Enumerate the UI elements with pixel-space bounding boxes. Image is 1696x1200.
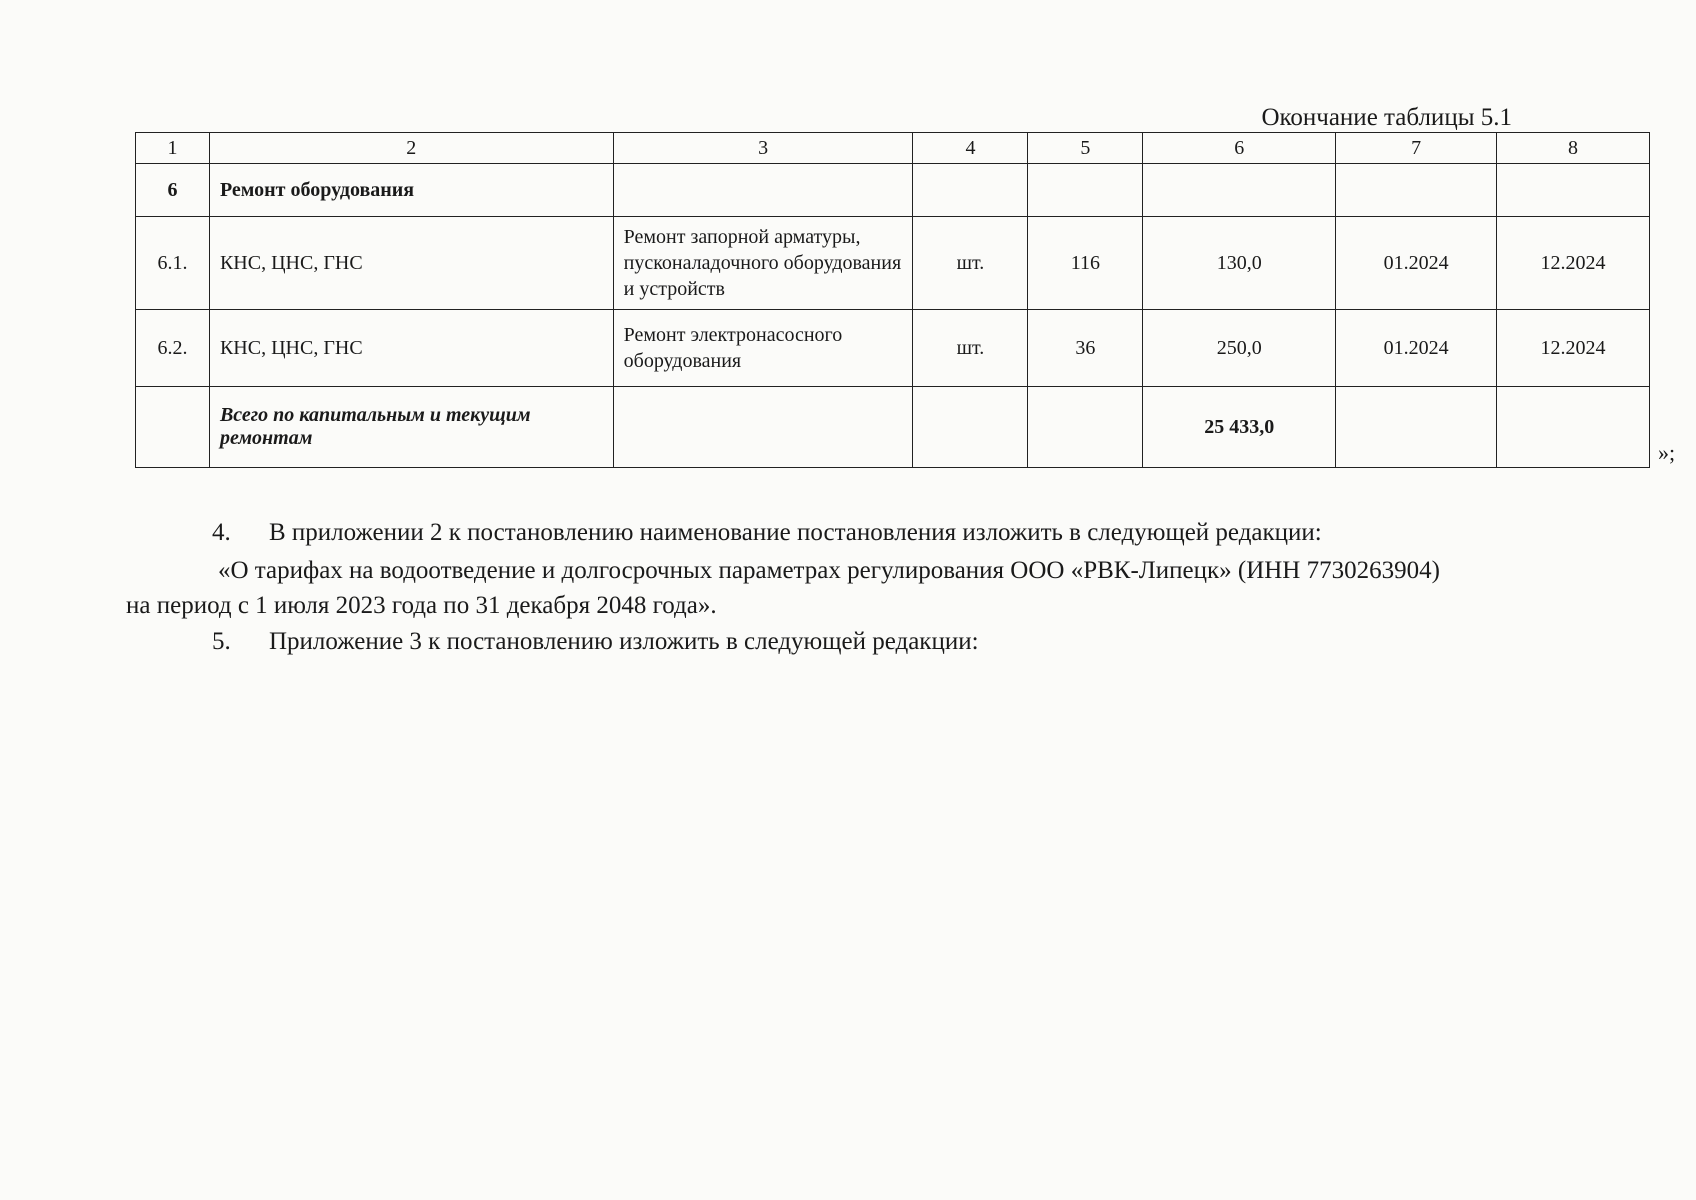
closing-quote-mark: »; [1658, 440, 1676, 465]
table-caption: Окончание таблицы 5.1 [1261, 104, 1512, 131]
total-row [136, 387, 1650, 468]
quantity-cell: 36 [1028, 310, 1143, 387]
paragraph-number: 4. [212, 519, 231, 546]
empty-cell [1143, 164, 1336, 217]
table-header-row [136, 133, 1650, 164]
section-number: 6 [136, 164, 210, 217]
section-title: Ремонт оборудования [209, 164, 613, 217]
cost-cell: 130,0 [1143, 217, 1336, 310]
object-cell: КНС, ЦНС, ГНС [209, 217, 613, 310]
empty-cell [1336, 387, 1497, 468]
quoted-title-line: на период с 1 июля 2023 года по 31 декабря 2048 года». [126, 592, 717, 619]
cost-cell: 250,0 [1143, 310, 1336, 387]
object-cell: КНС, ЦНС, ГНС [209, 310, 613, 387]
work-description-cell: Ремонт запорной арматуры, пусконаладочного оборудования и устройств [613, 217, 913, 310]
quantity-cell: 116 [1028, 217, 1143, 310]
table-row [136, 310, 1650, 387]
empty-cell [913, 387, 1028, 468]
column-number: 2 [209, 133, 613, 164]
empty-cell [136, 387, 210, 468]
column-number: 5 [1028, 133, 1143, 164]
total-label: Всего по капитальным и текущим ремонтам [209, 387, 613, 468]
start-date-cell: 01.2024 [1336, 217, 1497, 310]
total-value: 25 433,0 [1143, 387, 1336, 468]
end-date-cell: 12.2024 [1497, 310, 1650, 387]
empty-cell [613, 164, 913, 217]
paragraph-text: В приложении 2 к постановлению наименование постановления изложить в следующей редакции: [269, 519, 1322, 546]
paragraph-5 [212, 628, 979, 656]
paragraph-number: 5. [212, 628, 231, 655]
column-number: 1 [136, 133, 210, 164]
row-number: 6.2. [136, 310, 210, 387]
empty-cell [613, 387, 913, 468]
table-row [136, 217, 1650, 310]
column-number: 7 [1336, 133, 1497, 164]
paragraph-4 [212, 519, 1322, 547]
empty-cell [1497, 164, 1650, 217]
quoted-title-line: «О тарифах на водоотведение и долгосрочных параметрах регулирования ООО «РВК-Липецк» (ИНН 7730263904) [218, 557, 1440, 584]
column-number: 8 [1497, 133, 1650, 164]
section-row [136, 164, 1650, 217]
start-date-cell: 01.2024 [1336, 310, 1497, 387]
end-date-cell: 12.2024 [1497, 217, 1650, 310]
column-number: 4 [913, 133, 1028, 164]
unit-cell: шт. [913, 217, 1028, 310]
empty-cell [1028, 164, 1143, 217]
paragraph-text: Приложение 3 к постановлению изложить в следующей редакции: [269, 628, 979, 655]
row-number: 6.1. [136, 217, 210, 310]
unit-cell: шт. [913, 310, 1028, 387]
empty-cell [1336, 164, 1497, 217]
empty-cell [913, 164, 1028, 217]
repair-table [135, 132, 1650, 468]
empty-cell [1028, 387, 1143, 468]
column-number: 3 [613, 133, 913, 164]
empty-cell [1497, 387, 1650, 468]
work-description-cell: Ремонт электронасосного оборудования [613, 310, 913, 387]
column-number: 6 [1143, 133, 1336, 164]
